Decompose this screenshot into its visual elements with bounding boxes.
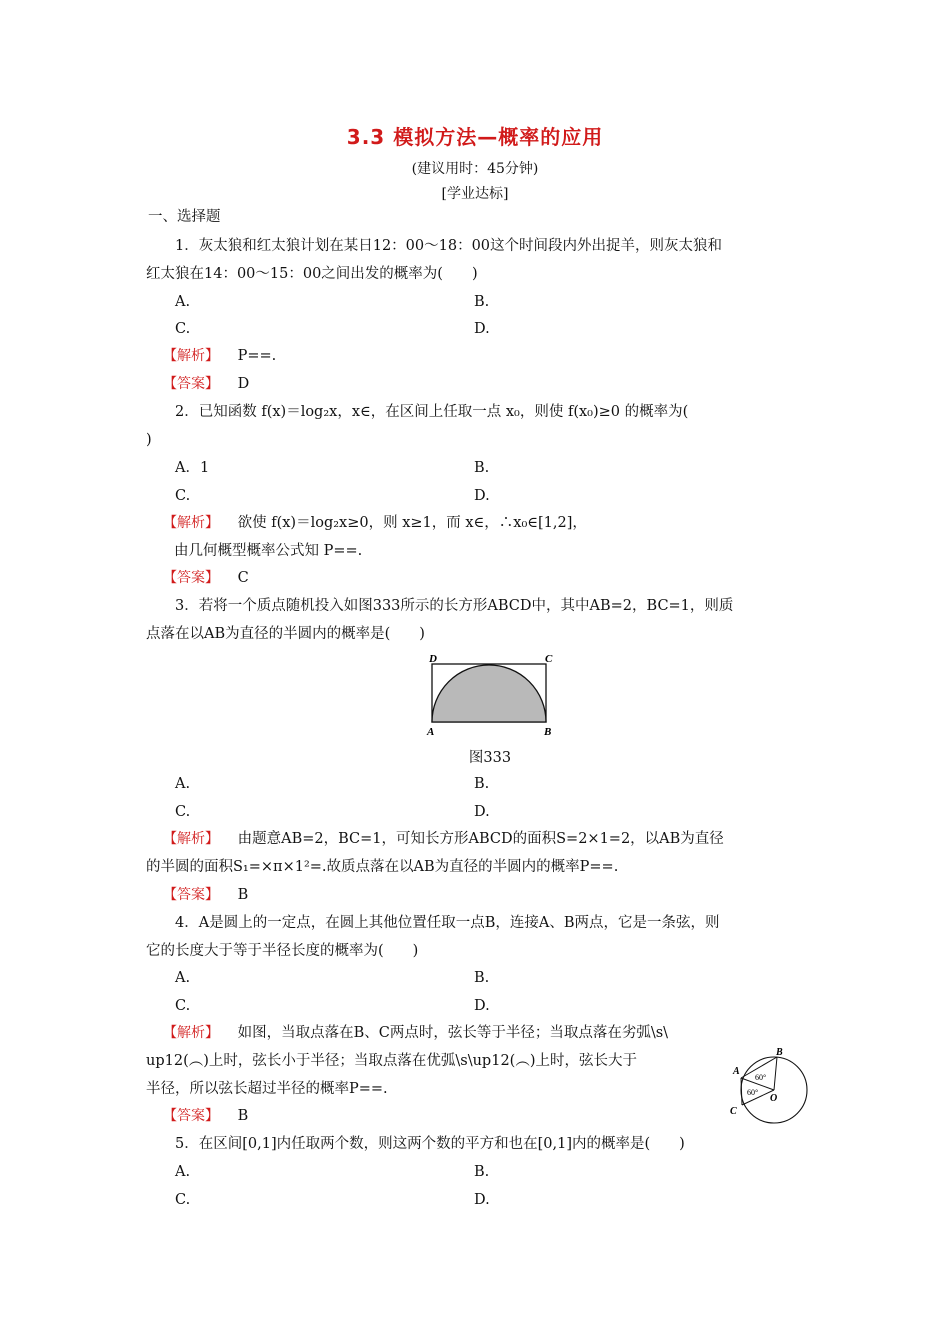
q1-stem-line1: 1．灰太狼和红太狼计划在某日12：00～18：00这个时间段内外出捉羊，则灰太狼和 [175, 238, 723, 254]
q3-option-c: C. [175, 804, 191, 820]
answer-tag: 【答案】 [163, 570, 219, 586]
q1-option-b: B. [474, 294, 490, 310]
q2-option-b: B. [474, 460, 490, 476]
q5-option-c: C. [175, 1192, 191, 1208]
analysis-tag: 【解析】 [163, 831, 219, 847]
q1-answer [163, 374, 829, 394]
figure-caption: 图333 [468, 750, 512, 766]
q2-option-d: D. [474, 488, 490, 504]
q3-analysis [163, 829, 829, 849]
q5-option-d: D. [474, 1192, 490, 1208]
fig-label-b: B [776, 1047, 783, 1058]
analysis-tag: 【解析】 [163, 515, 219, 531]
q5-stem-line1: 5．在区间[0,1]内任取两个数，则这两个数的平方和也在[0,1]内的概率是( ) [175, 1136, 685, 1152]
time-note: (建议用时：45分钟) [411, 161, 539, 177]
q4-option-a: A. [175, 970, 191, 986]
q1-analysis-text: P==. [237, 348, 277, 364]
fig-label-c: C [545, 653, 553, 665]
q4-analysis [163, 1023, 829, 1043]
fig-label-d: D [429, 653, 437, 665]
q4-analysis-text: 如图，当取点落在B、C两点时，弦长等于半径；当取点落在劣弧\s\ [237, 1025, 669, 1041]
section-heading: 一、选择题 [148, 209, 221, 225]
q1-answer-text: D [237, 376, 250, 392]
q2-option-a: A．1 [175, 460, 210, 476]
q4-option-d: D. [474, 998, 490, 1014]
page-title: 3.3 模拟方法—概率的应用 [346, 125, 604, 149]
q2-stem-line2: ) [146, 432, 152, 448]
fig-label-a: A [733, 1066, 740, 1077]
q4-analysis-line2: up12(︵)上时，弦长小于半径；当取点落在优弧\s\up12(︵)上时，弦长大于 [146, 1053, 637, 1069]
q4-answer [163, 1106, 829, 1126]
q5-option-a: A. [175, 1164, 191, 1180]
q3-analysis-line2: 的半圆的面积S₁=×π×1²=.故质点落在以AB为直径的半圆内的概率P==. [146, 859, 619, 875]
answer-tag: 【答案】 [163, 1108, 219, 1124]
q4-option-c: C. [175, 998, 191, 1014]
q4-analysis-line3: 半径，所以弦长超过半径的概率P==. [146, 1081, 388, 1097]
rectangle-semicircle-figure [420, 650, 560, 740]
q1-option-c: C. [175, 321, 191, 337]
q5-option-b: B. [474, 1164, 490, 1180]
analysis-tag: 【解析】 [163, 1025, 219, 1041]
q3-option-b: B. [474, 776, 490, 792]
q2-option-c: C. [175, 488, 191, 504]
section-tag: [学业达标] [441, 186, 509, 202]
fig-label-o: O [770, 1093, 778, 1104]
q3-stem-line2: 点落在以AB为直径的半圆内的概率是( ) [146, 626, 425, 642]
q3-answer [163, 885, 829, 905]
angle-label-upper: 60° [755, 1073, 767, 1082]
q3-stem-line1: 3．若将一个质点随机投入如图333所示的长方形ABCD中，其中AB=2，BC=1，则质 [175, 598, 734, 614]
q1-analysis [163, 346, 829, 366]
q4-stem-line2: 它的长度大于等于半径长度的概率为( ) [146, 943, 419, 959]
analysis-tag: 【解析】 [163, 348, 219, 364]
q3-answer-text: B [237, 887, 249, 903]
q2-answer-text: C [237, 570, 249, 586]
q2-analysis-line2: 由几何概型概率公式知 P==. [174, 543, 363, 559]
q4-answer-text: B [237, 1108, 249, 1124]
fig-label-c: C [730, 1106, 737, 1117]
q3-analysis-text: 由题意AB=2，BC=1，可知长方形ABCD的面积S=2×1=2，以AB为直径 [237, 831, 724, 847]
fig-label-b: B [544, 726, 552, 738]
fig-label-a: A [427, 726, 435, 738]
q1-option-a: A. [175, 294, 191, 310]
q4-stem-line1: 4．A是圆上的一定点，在圆上其他位置任取一点B，连接A、B两点，它是一条弦，则 [175, 915, 720, 931]
q1-stem-line2: 红太狼在14：00～15：00之间出发的概率为( ) [146, 266, 478, 282]
q4-option-b: B. [474, 970, 490, 986]
q1-option-d: D. [474, 321, 490, 337]
q2-analysis-text: 欲使 f(x)＝log₂x≥0，则 x≥1，而 x∈，∴x₀∈[1,2]， [237, 515, 587, 531]
q2-analysis [163, 513, 829, 533]
q2-stem-line1: 2．已知函数 f(x)＝log₂x，x∈，在区间上任取一点 x₀，则使 f(x₀)≥0 的概率为( [175, 404, 689, 420]
q2-answer [163, 568, 829, 588]
q3-option-a: A. [175, 776, 191, 792]
answer-tag: 【答案】 [163, 376, 219, 392]
answer-tag: 【答案】 [163, 887, 219, 903]
q3-option-d: D. [474, 804, 490, 820]
angle-label-lower: 60° [747, 1088, 759, 1097]
